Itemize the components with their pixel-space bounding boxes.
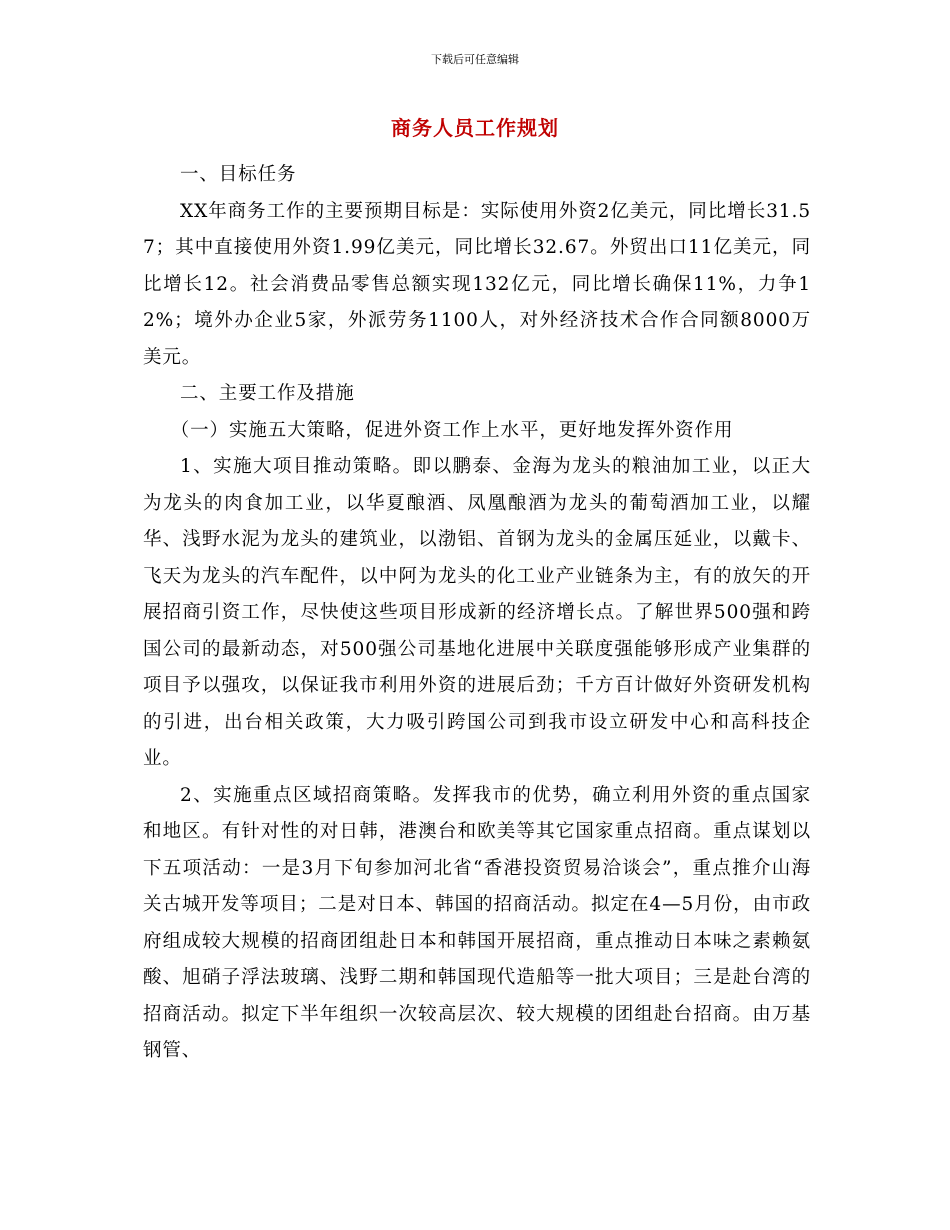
paragraph-goals-detail: XX年商务工作的主要预期目标是：实际使用外资2亿美元，同比增长31.57；其中直接使用外资1.99亿美元，同比增长32.67。外贸出口11亿美元，同比增长12。社会消费品零售总额实现132亿元，同比增长确保11%，力争12%；境外办企业5家，外派劳务1100人，对外经济技术合作合同额8000万美元。	[143, 200, 811, 368]
page-header-note: 下载后可任意编辑	[431, 53, 519, 66]
document-title: 商务人员工作规划	[391, 116, 559, 140]
subsection-heading-strategies: （一）实施五大策略，促进外资工作上水平，更好地发挥外资作用	[170, 419, 734, 441]
document-body	[143, 157, 811, 1070]
paragraph-strategy-2: 2、实施重点区域招商策略。发挥我市的优势，确立利用外资的重点国家和地区。有针对性的对日韩，港澳台和欧美等其它国家重点招商。重点谋划以下五项活动：一是3月下旬参加河北省“香港投资贸易洽谈会”，重点推介山海关古城开发等项目；二是对日本、韩国的招商活动。拟定在4—5月份，由市政府组成较大规模的招商团组赴日本和韩国开展招商，重点推动日本味之素赖氨酸、旭硝子浮法玻璃、浅野二期和韩国现代造船等一批大项目；三是赴台湾的招商活动。拟定下半年组织一次较高层次、较大规模的团组赴台招商。由万基钢管、	[143, 784, 811, 1061]
section-heading-goals: 一、目标任务	[180, 164, 297, 185]
section-heading-measures: 二、主要工作及措施	[180, 383, 355, 404]
paragraph-strategy-1: 1、实施大项目推动策略。即以鹏泰、金海为龙头的粮油加工业，以正大为龙头的肉食加工业，以华夏酿酒、凤凰酿酒为龙头的葡萄酒加工业，以耀华、浅野水泥为龙头的建筑业，以渤铝、首钢为龙头的金属压延业，以戴卡、飞天为龙头的汽车配件，以中阿为龙头的化工业产业链条为主，有的放矢的开展招商引资工作，尽快使这些项目形成新的经济增长点。了解世界500强和跨国公司的最新动态，对500强公司基地化进展中关联度强能够形成产业集群的项目予以强攻，以保证我市利用外资的进展后劲；千方百计做好外资研发机构的引进，出台相关政策，大力吸引跨国公司到我市设立研发中心和高科技企业。	[143, 456, 811, 769]
